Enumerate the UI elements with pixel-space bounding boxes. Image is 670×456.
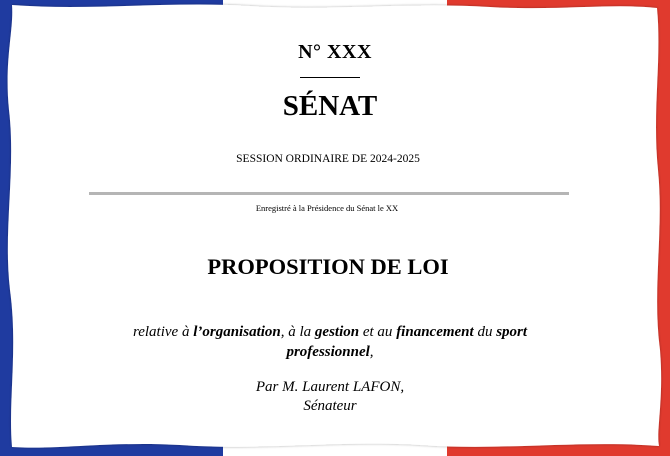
author-block xyxy=(0,378,660,416)
bill-number: N° XXX xyxy=(298,41,372,63)
session-label: SESSION ORDINAIRE DE 2024-2025 xyxy=(236,153,420,165)
subject-part: l’organisation xyxy=(193,324,281,340)
subject-part: et au xyxy=(359,324,397,340)
short-divider xyxy=(300,77,360,78)
subject-part: gestion xyxy=(314,324,360,340)
subject-part: financement xyxy=(396,324,474,340)
chamber-title: SÉNAT xyxy=(282,90,378,122)
section-divider xyxy=(89,192,569,195)
author-title: Sénateur xyxy=(303,398,357,414)
subject-part: , à la xyxy=(280,324,315,340)
bill-subject xyxy=(110,322,550,362)
registration-note: Enregistré à la Présidence du Sénat le XX xyxy=(255,203,399,213)
subject-part: , xyxy=(369,344,374,360)
document-type-heading: PROPOSITION DE LOI xyxy=(207,254,449,279)
subject-part: du xyxy=(473,324,497,340)
subject-part: sport professionnel xyxy=(286,324,528,360)
subject-part: relative à xyxy=(132,324,194,340)
author-line: Par M. Laurent LAFON, xyxy=(255,379,405,395)
